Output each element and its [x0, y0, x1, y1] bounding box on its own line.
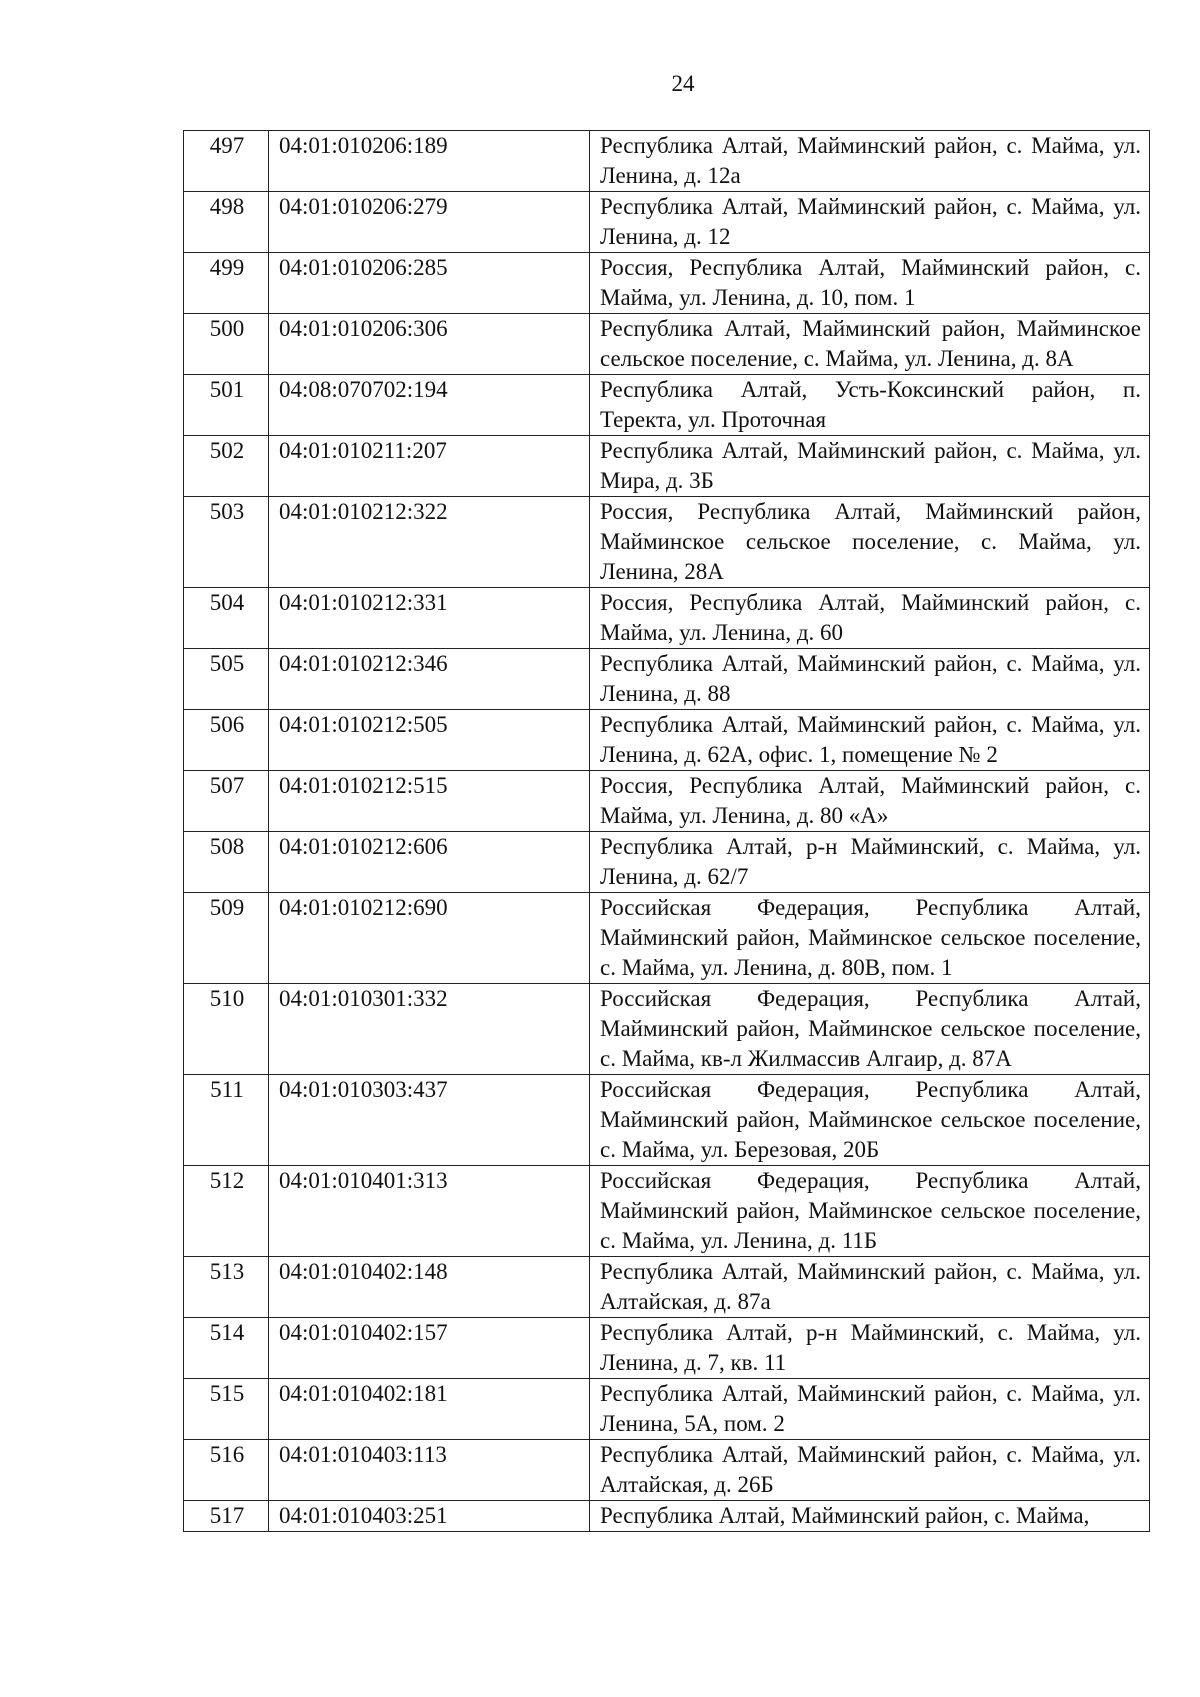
row-number-cell: 500	[184, 314, 269, 375]
address-cell: Республика Алтай, Майминский район, с. Майма, ул. Ленина, 5А, пом. 2	[590, 1379, 1150, 1440]
row-number-cell: 506	[184, 710, 269, 771]
row-number-cell: 498	[184, 192, 269, 253]
cadastral-number-cell: 04:01:010402:181	[269, 1379, 590, 1440]
cadastral-number-cell: 04:01:010212:346	[269, 649, 590, 710]
table-row	[184, 1166, 1150, 1257]
row-number-cell: 508	[184, 832, 269, 893]
row-number-cell: 511	[184, 1075, 269, 1166]
cadastral-number-cell: 04:01:010212:505	[269, 710, 590, 771]
address-cell: Республика Алтай, р-н Майминский, с. Майма, ул. Ленина, д. 62/7	[590, 832, 1150, 893]
address-cell: Российская Федерация, Республика Алтай, Майминский район, Майминское сельское поселение, с. Майма, ул. Ленина, д. 11Б	[590, 1166, 1150, 1257]
address-cell: Россия, Республика Алтай, Майминский район, с. Майма, ул. Ленина, д. 60	[590, 588, 1150, 649]
cadastral-number-cell: 04:01:010206:279	[269, 192, 590, 253]
table-row	[184, 588, 1150, 649]
row-number-cell: 503	[184, 497, 269, 588]
cadastral-number-cell: 04:01:010403:251	[269, 1501, 590, 1532]
row-number-cell: 517	[184, 1501, 269, 1532]
row-number-cell: 513	[184, 1257, 269, 1318]
address-cell: Республика Алтай, Майминский район, с. Майма,	[590, 1501, 1150, 1532]
cadastral-number-cell: 04:01:010301:332	[269, 984, 590, 1075]
cadastral-number-cell: 04:01:010303:437	[269, 1075, 590, 1166]
cadastral-number-cell: 04:01:010212:690	[269, 893, 590, 984]
cadastral-number-cell: 04:01:010212:322	[269, 497, 590, 588]
cadastral-number-cell: 04:01:010212:515	[269, 771, 590, 832]
table-row	[184, 253, 1150, 314]
row-number-cell: 499	[184, 253, 269, 314]
row-number-cell: 504	[184, 588, 269, 649]
cadastral-number-cell: 04:01:010402:148	[269, 1257, 590, 1318]
table-row	[184, 649, 1150, 710]
address-cell: Российская Федерация, Республика Алтай, Майминский район, Майминское сельское поселение, с. Майма, ул. Ленина, д. 80В, пом. 1	[590, 893, 1150, 984]
table-row	[184, 710, 1150, 771]
cadastral-number-cell: 04:01:010206:306	[269, 314, 590, 375]
cadastral-number-cell: 04:01:010206:189	[269, 131, 590, 192]
table-row	[184, 192, 1150, 253]
cadastral-number-cell: 04:01:010212:331	[269, 588, 590, 649]
table-row	[184, 984, 1150, 1075]
address-cell: Республика Алтай, р-н Майминский, с. Майма, ул. Ленина, д. 7, кв. 11	[590, 1318, 1150, 1379]
cadastral-number-cell: 04:01:010403:113	[269, 1440, 590, 1501]
table-row	[184, 131, 1150, 192]
parcel-table	[183, 130, 1150, 1532]
table-row	[184, 436, 1150, 497]
address-cell: Республика Алтай, Майминский район, с. Майма, ул. Ленина, д. 88	[590, 649, 1150, 710]
table-row	[184, 771, 1150, 832]
row-number-cell: 516	[184, 1440, 269, 1501]
table-row	[184, 1257, 1150, 1318]
table-row	[184, 1379, 1150, 1440]
row-number-cell: 501	[184, 375, 269, 436]
address-cell: Республика Алтай, Усть-Коксинский район, п. Теректа, ул. Проточная	[590, 375, 1150, 436]
row-number-cell: 515	[184, 1379, 269, 1440]
row-number-cell: 510	[184, 984, 269, 1075]
address-cell: Республика Алтай, Майминский район, с. Майма, ул. Ленина, д. 12	[590, 192, 1150, 253]
address-cell: Республика Алтай, Майминский район, с. Майма, ул. Мира, д. 3Б	[590, 436, 1150, 497]
cadastral-number-cell: 04:01:010212:606	[269, 832, 590, 893]
address-cell: Россия, Республика Алтай, Майминский район, Майминское сельское поселение, с. Майма, ул. Ленина, 28А	[590, 497, 1150, 588]
cadastral-number-cell: 04:01:010206:285	[269, 253, 590, 314]
address-cell: Республика Алтай, Майминский район, с. Майма, ул. Алтайская, д. 87а	[590, 1257, 1150, 1318]
address-cell: Россия, Республика Алтай, Майминский район, с. Майма, ул. Ленина, д. 80 «А»	[590, 771, 1150, 832]
address-cell: Российская Федерация, Республика Алтай, Майминский район, Майминское сельское поселение, с. Майма, кв-л Жилмассив Алгаир, д. 87А	[590, 984, 1150, 1075]
table-row	[184, 314, 1150, 375]
row-number-cell: 514	[184, 1318, 269, 1379]
table-row	[184, 375, 1150, 436]
table-row	[184, 1501, 1150, 1532]
table-row	[184, 893, 1150, 984]
cadastral-number-cell: 04:01:010401:313	[269, 1166, 590, 1257]
table-row	[184, 832, 1150, 893]
table-row	[184, 1440, 1150, 1501]
address-cell: Россия, Республика Алтай, Майминский район, с. Майма, ул. Ленина, д. 10, пом. 1	[590, 253, 1150, 314]
row-number-cell: 512	[184, 1166, 269, 1257]
row-number-cell: 497	[184, 131, 269, 192]
page-number: 24	[671, 71, 695, 96]
address-cell: Республика Алтай, Майминский район, Майминское сельское поселение, с. Майма, ул. Ленина, д. 8А	[590, 314, 1150, 375]
cadastral-number-cell: 04:01:010402:157	[269, 1318, 590, 1379]
cadastral-number-cell: 04:08:070702:194	[269, 375, 590, 436]
address-cell: Республика Алтай, Майминский район, с. Майма, ул. Ленина, д. 62А, офис. 1, помещение № 2	[590, 710, 1150, 771]
row-number-cell: 502	[184, 436, 269, 497]
cadastral-number-cell: 04:01:010211:207	[269, 436, 590, 497]
address-cell: Российская Федерация, Республика Алтай, Майминский район, Майминское сельское поселение, с. Майма, ул. Березовая, 20Б	[590, 1075, 1150, 1166]
table-row	[184, 1075, 1150, 1166]
table-row	[184, 497, 1150, 588]
address-cell: Республика Алтай, Майминский район, с. Майма, ул. Ленина, д. 12а	[590, 131, 1150, 192]
row-number-cell: 505	[184, 649, 269, 710]
row-number-cell: 509	[184, 893, 269, 984]
table-row	[184, 1318, 1150, 1379]
table-body	[184, 131, 1150, 1532]
address-cell: Республика Алтай, Майминский район, с. Майма, ул. Алтайская, д. 26Б	[590, 1440, 1150, 1501]
row-number-cell: 507	[184, 771, 269, 832]
